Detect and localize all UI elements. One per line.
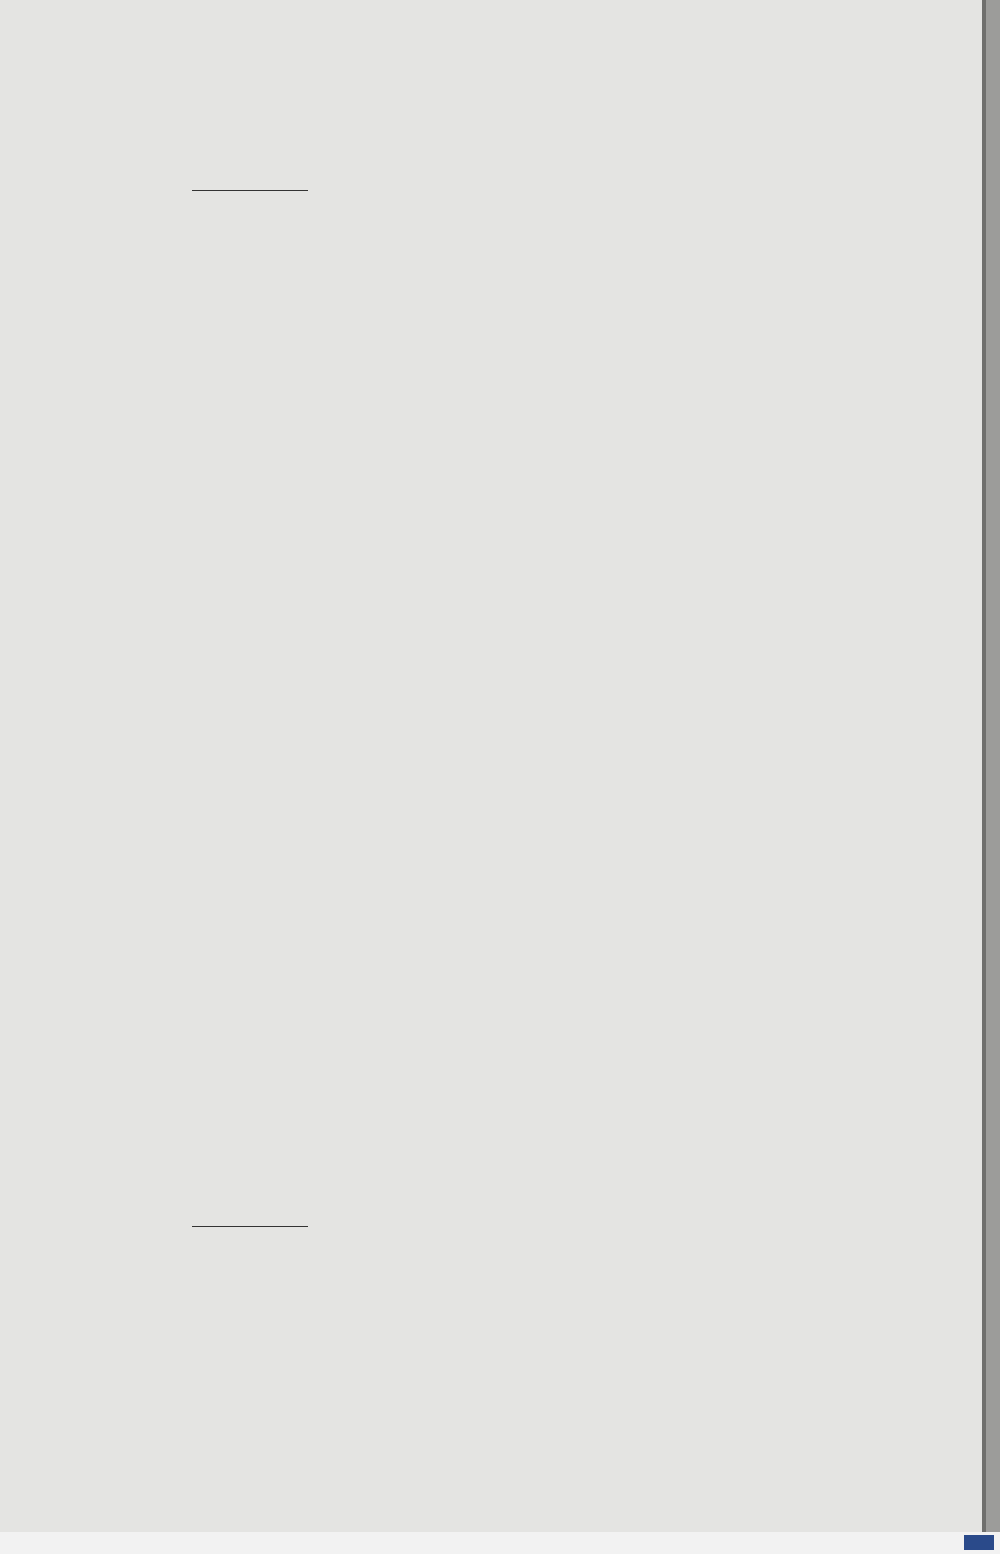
footnote-rule-bottom: [192, 1226, 308, 1227]
page-edge: [982, 0, 1000, 1532]
footnote-rule: [192, 190, 308, 191]
credit-bar: [0, 1532, 1000, 1554]
page-edge-shadow: [982, 0, 986, 1532]
page-content: [192, 180, 878, 209]
bottom-footnote-area: [192, 1226, 878, 1233]
dfg-logo: [964, 1535, 994, 1550]
